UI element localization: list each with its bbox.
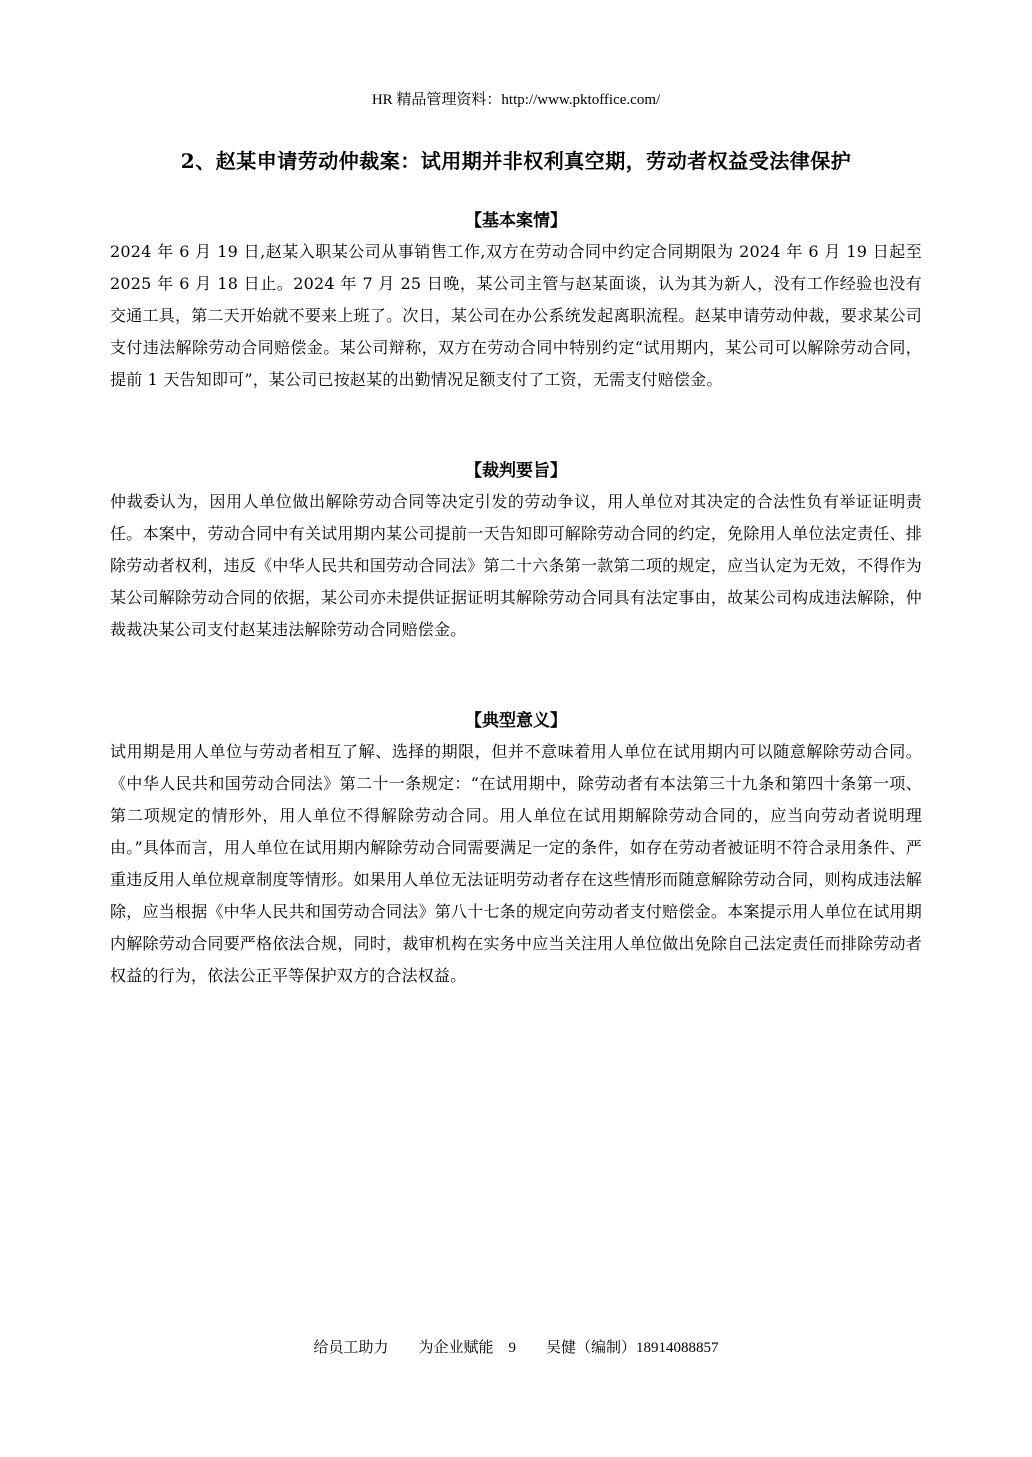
section-heading: 【裁判要旨】	[465, 461, 567, 481]
page-header: HR 精品管理资料：http://www.pktoffice.com/	[371, 92, 661, 108]
section-heading: 【基本案情】	[465, 211, 567, 231]
section-ruling-summary	[110, 456, 922, 646]
section-basic-facts	[110, 206, 922, 396]
section-body: 试用期是用人单位与劳动者相互了解、选择的期限，但并不意味着用人单位在试用期内可以随意解除劳动合同。《中华人民共和国劳动合同法》第二十一条规定：“在试用期中，除劳动者有本法第三十九条和第四十条第一项、第二项规定的情形外，用人单位不得解除劳动合同。用人单位在试用期解除劳动合同的，应当向劳动者说明理由。”具体而言，用人单位在试用期内解除劳动合同需要满足一定的条件，如存在劳动者被证明不符合录用条件、严重违反用人单位规章制度等情形。如果用人单位无法证明劳动者存在这些情形而随意解除劳动合同，则构成违法解除，应当根据《中华人民共和国劳动合同法》第八十七条的规定向劳动者支付赔偿金。本案提示用人单位在试用期内解除劳动合同要严格依法合规，同时，裁审机构在实务中应当关注用人单位做出免除自己法定责任而排除劳动者权益的行为，依法公正平等保护双方的合法权益。	[110, 742, 922, 985]
section-heading: 【典型意义】	[465, 711, 567, 731]
section-significance	[110, 706, 922, 992]
page-footer: 给员工助力 为企业赋能 9 吴健（编制）18914088857	[313, 1340, 719, 1356]
section-body: 2024 年 6 月 19 日,赵某入职某公司从事销售工作,双方在劳动合同中约定合同期限为 2024 年 6 月 19 日起至 2025 年 6 月 18 日止。2024 年 7 月 25 日晚，某公司主管与赵某面谈，认为其为新人，没有工作经验也没有交通工具，第二天开始就不要来上班了。次日，某公司在办公系统发起离职流程。赵某申请劳动仲裁，要求某公司支付违法解除劳动合同赔偿金。某公司辩称，双方在劳动合同中特别约定“试用期内，某公司可以解除劳动合同，提前 1 天告知即可”，某公司已按赵某的出勤情况足额支付了工资，无需支付赔偿金。	[110, 242, 922, 389]
document-title: 2、赵某申请劳动仲裁案：试用期并非权利真空期，劳动者权益受法律保护	[180, 149, 852, 173]
section-body: 仲裁委认为，因用人单位做出解除劳动合同等决定引发的劳动争议，用人单位对其决定的合法性负有举证证明责任。本案中，劳动合同中有关试用期内某公司提前一天告知即可解除劳动合同的约定，免除用人单位法定责任、排除劳动者权利，违反《中华人民共和国劳动合同法》第二十六条第一款第二项的规定，应当认定为无效，不得作为某公司解除劳动合同的依据，某公司亦未提供证据证明其解除劳动合同具有法定事由，故某公司构成违法解除，仲裁裁决某公司支付赵某违法解除劳动合同赔偿金。	[110, 492, 922, 639]
